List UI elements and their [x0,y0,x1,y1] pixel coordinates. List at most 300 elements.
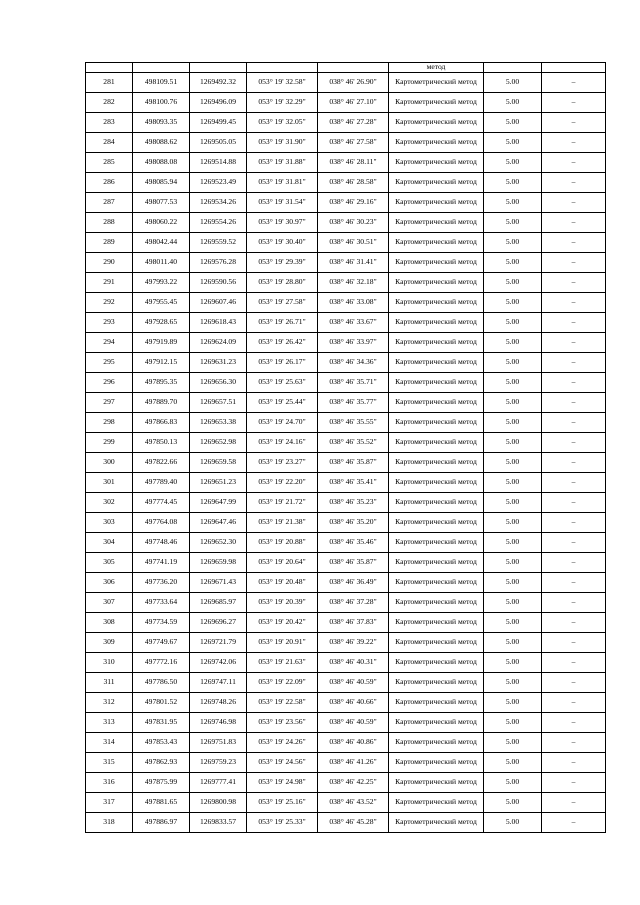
cell-x: 497862.93 [133,752,190,772]
cell-latitude: 053° 19' 25.63" [247,372,318,392]
cell-y: 1269607.46 [190,292,247,312]
cell-method: Картометрический метод [389,612,484,632]
cell-point-number: 308 [86,612,133,632]
cell-latitude: 053° 19' 31.90" [247,132,318,152]
cell-y: 1269590.56 [190,272,247,292]
cell-y: 1269554.26 [190,212,247,232]
table-row [86,452,606,472]
cell-x: 498093.35 [133,112,190,132]
cell-y: 1269652.30 [190,532,247,552]
cell-point-number: 305 [86,552,133,572]
cell-y: 1269685.97 [190,592,247,612]
cell-description: – [542,512,606,532]
table-row [86,492,606,512]
cell-description: – [542,272,606,292]
cell-x: 497736.20 [133,572,190,592]
cell-longitude: 038° 46' 30.51" [318,232,389,252]
cell-longitude: 038° 46' 35.41" [318,472,389,492]
cell-description: – [542,752,606,772]
cell-method: Картометрический метод [389,512,484,532]
cell-y: 1269624.09 [190,332,247,352]
cell-y: 1269759.23 [190,752,247,772]
cell-latitude: 053° 19' 22.58" [247,692,318,712]
cell-description: – [542,532,606,552]
cell-accuracy: 5.00 [484,552,542,572]
cell-point-number: 288 [86,212,133,232]
cell-method: Картометрический метод [389,732,484,752]
table-row [86,772,606,792]
cell-latitude: 053° 19' 20.91" [247,632,318,652]
cell-empty [484,63,542,73]
cell-method: Картометрический метод [389,92,484,112]
table-row [86,412,606,432]
cell-accuracy: 5.00 [484,572,542,592]
cell-accuracy: 5.00 [484,292,542,312]
cell-longitude: 038° 46' 35.55" [318,412,389,432]
cell-method: Картометрический метод [389,692,484,712]
cell-longitude: 038° 46' 35.23" [318,492,389,512]
cell-accuracy: 5.00 [484,632,542,652]
cell-point-number: 302 [86,492,133,512]
table-row [86,652,606,672]
cell-method: Картометрический метод [389,132,484,152]
cell-x: 497919.89 [133,332,190,352]
cell-accuracy: 5.00 [484,112,542,132]
cell-longitude: 038° 46' 40.31" [318,652,389,672]
cell-description: – [542,772,606,792]
cell-longitude: 038° 46' 30.23" [318,212,389,232]
cell-y: 1269559.52 [190,232,247,252]
cell-latitude: 053° 19' 24.70" [247,412,318,432]
cell-description: – [542,172,606,192]
table-row [86,172,606,192]
cell-point-number: 291 [86,272,133,292]
cell-accuracy: 5.00 [484,772,542,792]
cell-longitude: 038° 46' 37.28" [318,592,389,612]
cell-latitude: 053° 19' 20.64" [247,552,318,572]
cell-description: – [542,372,606,392]
cell-y: 1269618.43 [190,312,247,332]
cell-latitude: 053° 19' 26.71" [247,312,318,332]
cell-description: – [542,572,606,592]
cell-accuracy: 5.00 [484,472,542,492]
cell-description: – [542,612,606,632]
cell-x: 497748.46 [133,532,190,552]
cell-x: 497853.43 [133,732,190,752]
cell-point-number: 307 [86,592,133,612]
cell-latitude: 053° 19' 27.58" [247,292,318,312]
table-row [86,112,606,132]
cell-method: Картометрический метод [389,712,484,732]
cell-accuracy: 5.00 [484,812,542,832]
table-row [86,332,606,352]
cell-x: 497822.66 [133,452,190,472]
cell-accuracy: 5.00 [484,592,542,612]
cell-longitude: 038° 46' 26.90" [318,72,389,92]
cell-empty [318,63,389,73]
cell-longitude: 038° 46' 35.46" [318,532,389,552]
cell-y: 1269496.09 [190,92,247,112]
cell-latitude: 053° 19' 24.56" [247,752,318,772]
cell-x: 497764.08 [133,512,190,532]
cell-x: 497889.70 [133,392,190,412]
cell-longitude: 038° 46' 36.49" [318,572,389,592]
cell-latitude: 053° 19' 31.81" [247,172,318,192]
cell-accuracy: 5.00 [484,492,542,512]
cell-description: – [542,152,606,172]
cell-point-number: 281 [86,72,133,92]
cell-point-number: 290 [86,252,133,272]
cell-latitude: 053° 19' 24.16" [247,432,318,452]
cell-accuracy: 5.00 [484,352,542,372]
cell-longitude: 038° 46' 43.52" [318,792,389,812]
cell-latitude: 053° 19' 31.54" [247,192,318,212]
cell-y: 1269659.98 [190,552,247,572]
cell-description: – [542,72,606,92]
table-row [86,572,606,592]
cell-point-number: 285 [86,152,133,172]
cell-y: 1269647.99 [190,492,247,512]
cell-latitude: 053° 19' 20.48" [247,572,318,592]
cell-method: Картометрический метод [389,392,484,412]
cell-accuracy: 5.00 [484,532,542,552]
cell-method: Картометрический метод [389,572,484,592]
cell-method: Картометрический метод [389,532,484,552]
cell-x: 498077.53 [133,192,190,212]
cell-x: 497912.15 [133,352,190,372]
cell-accuracy: 5.00 [484,172,542,192]
cell-method: Картометрический метод [389,772,484,792]
cell-latitude: 053° 19' 31.88" [247,152,318,172]
cell-longitude: 038° 46' 45.28" [318,812,389,832]
cell-latitude: 053° 19' 29.39" [247,252,318,272]
table-row [86,352,606,372]
cell-method: Картометрический метод [389,432,484,452]
table-row [86,272,606,292]
table-row [86,252,606,272]
cell-x: 497928.65 [133,312,190,332]
cell-method: Картометрический метод [389,212,484,232]
cell-method: Картометрический метод [389,252,484,272]
cell-description: – [542,472,606,492]
cell-latitude: 053° 19' 28.80" [247,272,318,292]
cell-longitude: 038° 46' 33.08" [318,292,389,312]
cell-point-number: 306 [86,572,133,592]
cell-accuracy: 5.00 [484,72,542,92]
cell-x: 497831.95 [133,712,190,732]
cell-accuracy: 5.00 [484,672,542,692]
cell-x: 497786.50 [133,672,190,692]
cell-longitude: 038° 46' 27.58" [318,132,389,152]
cell-point-number: 315 [86,752,133,772]
cell-x: 498042.44 [133,232,190,252]
table-row [86,752,606,772]
cell-longitude: 038° 46' 41.26" [318,752,389,772]
cell-x: 497875.99 [133,772,190,792]
cell-x: 497801.52 [133,692,190,712]
cell-accuracy: 5.00 [484,212,542,232]
cell-x: 497850.13 [133,432,190,452]
cell-x: 497881.65 [133,792,190,812]
cell-longitude: 038° 46' 27.10" [318,92,389,112]
cell-accuracy: 5.00 [484,792,542,812]
cell-method: Картометрический метод [389,292,484,312]
cell-accuracy: 5.00 [484,392,542,412]
cell-point-number: 298 [86,412,133,432]
table-row [86,812,606,832]
cell-longitude: 038° 46' 31.41" [318,252,389,272]
cell-longitude: 038° 46' 27.28" [318,112,389,132]
cell-latitude: 053° 19' 32.29" [247,92,318,112]
cell-accuracy: 5.00 [484,612,542,632]
table-row [86,232,606,252]
cell-method: Картометрический метод [389,352,484,372]
cell-accuracy: 5.00 [484,312,542,332]
cell-method: Картометрический метод [389,312,484,332]
cell-point-number: 311 [86,672,133,692]
cell-y: 1269696.27 [190,612,247,632]
cell-y: 1269492.32 [190,72,247,92]
cell-point-number: 293 [86,312,133,332]
cell-point-number: 284 [86,132,133,152]
cell-y: 1269647.46 [190,512,247,532]
cell-x: 498109.51 [133,72,190,92]
cell-x: 498100.76 [133,92,190,112]
cell-longitude: 038° 46' 39.22" [318,632,389,652]
cell-description: – [542,192,606,212]
cell-y: 1269742.06 [190,652,247,672]
cell-latitude: 053° 19' 20.39" [247,592,318,612]
cell-x: 497955.45 [133,292,190,312]
cell-accuracy: 5.00 [484,132,542,152]
cell-point-number: 309 [86,632,133,652]
cell-longitude: 038° 46' 42.25" [318,772,389,792]
table-row [86,792,606,812]
cell-y: 1269514.88 [190,152,247,172]
cell-description: – [542,132,606,152]
cell-latitude: 053° 19' 20.88" [247,532,318,552]
cell-accuracy: 5.00 [484,192,542,212]
cell-longitude: 038° 46' 35.20" [318,512,389,532]
cell-method: Картометрический метод [389,272,484,292]
cell-y: 1269746.98 [190,712,247,732]
cell-y: 1269523.49 [190,172,247,192]
cell-latitude: 053° 19' 24.26" [247,732,318,752]
cell-method: Картометрический метод [389,112,484,132]
cell-method: Картометрический метод [389,792,484,812]
cell-description: – [542,432,606,452]
cell-y: 1269659.58 [190,452,247,472]
cell-latitude: 053° 19' 32.05" [247,112,318,132]
cell-y: 1269651.23 [190,472,247,492]
cell-point-number: 300 [86,452,133,472]
table-row [86,372,606,392]
cell-method: Картометрический метод [389,812,484,832]
cell-y: 1269652.98 [190,432,247,452]
cell-point-number: 317 [86,792,133,812]
cell-accuracy: 5.00 [484,652,542,672]
cell-method: Картометрический метод [389,652,484,672]
cell-point-number: 292 [86,292,133,312]
cell-method: Картометрический метод [389,452,484,472]
cell-empty [133,63,190,73]
cell-x: 497895.35 [133,372,190,392]
cell-description: – [542,412,606,432]
cell-x: 497866.83 [133,412,190,432]
cell-description: – [542,312,606,332]
cell-x: 497734.59 [133,612,190,632]
cell-longitude: 038° 46' 35.77" [318,392,389,412]
cell-accuracy: 5.00 [484,372,542,392]
cell-y: 1269631.23 [190,352,247,372]
cell-latitude: 053° 19' 24.98" [247,772,318,792]
cell-empty [542,63,606,73]
cell-x: 497749.67 [133,632,190,652]
cell-empty [190,63,247,73]
cell-accuracy: 5.00 [484,512,542,532]
table-row [86,472,606,492]
cell-x: 498085.94 [133,172,190,192]
table-row [86,72,606,92]
cell-accuracy: 5.00 [484,452,542,472]
cell-latitude: 053° 19' 22.09" [247,672,318,692]
cell-method: Картометрический метод [389,672,484,692]
table-row [86,292,606,312]
cell-method: Картометрический метод [389,232,484,252]
cell-description: – [542,492,606,512]
cell-point-number: 310 [86,652,133,672]
cell-x: 498088.08 [133,152,190,172]
cell-longitude: 038° 46' 28.58" [318,172,389,192]
cell-latitude: 053° 19' 25.16" [247,792,318,812]
cell-x: 497886.97 [133,812,190,832]
cell-description: – [542,592,606,612]
cell-longitude: 038° 46' 29.16" [318,192,389,212]
cell-accuracy: 5.00 [484,92,542,112]
table-row [86,392,606,412]
cell-point-number: 283 [86,112,133,132]
cell-method: Картометрический метод [389,332,484,352]
cell-accuracy: 5.00 [484,712,542,732]
cell-method: Картометрический метод [389,172,484,192]
cell-x: 497789.40 [133,472,190,492]
table-row [86,552,606,572]
table-row [86,92,606,112]
cell-x: 498088.62 [133,132,190,152]
cell-method: Картометрический метод [389,552,484,572]
cell-y: 1269671.43 [190,572,247,592]
cell-method: Картометрический метод [389,632,484,652]
table-row [86,192,606,212]
cell-description: – [542,732,606,752]
cell-latitude: 053° 19' 22.20" [247,472,318,492]
table-row [86,532,606,552]
cell-longitude: 038° 46' 33.97" [318,332,389,352]
cell-description: – [542,552,606,572]
cell-y: 1269833.57 [190,812,247,832]
cell-y: 1269576.28 [190,252,247,272]
table-row [86,432,606,452]
cell-description: – [542,712,606,732]
cell-point-number: 318 [86,812,133,832]
cell-longitude: 038° 46' 32.18" [318,272,389,292]
cell-description: – [542,112,606,132]
cell-longitude: 038° 46' 35.52" [318,432,389,452]
table-row [86,512,606,532]
cell-description: – [542,292,606,312]
cell-description: – [542,812,606,832]
cell-point-number: 316 [86,772,133,792]
cell-longitude: 038° 46' 40.59" [318,672,389,692]
cell-accuracy: 5.00 [484,752,542,772]
table-row [86,592,606,612]
cell-accuracy: 5.00 [484,232,542,252]
cell-description: – [542,452,606,472]
cell-point-number: 297 [86,392,133,412]
cell-accuracy: 5.00 [484,432,542,452]
cell-y: 1269505.05 [190,132,247,152]
cell-method: Картометрический метод [389,752,484,772]
cell-x: 498011.40 [133,252,190,272]
cell-x: 497772.16 [133,652,190,672]
cell-x: 497774.45 [133,492,190,512]
table-row [86,732,606,752]
cell-y: 1269653.38 [190,412,247,432]
cell-latitude: 053° 19' 21.72" [247,492,318,512]
cell-accuracy: 5.00 [484,152,542,172]
cell-point-number: 301 [86,472,133,492]
cell-description: – [542,332,606,352]
cell-latitude: 053° 19' 21.38" [247,512,318,532]
cell-description: – [542,632,606,652]
cell-point-number: 313 [86,712,133,732]
cell-point-number: 312 [86,692,133,712]
cell-longitude: 038° 46' 40.66" [318,692,389,712]
cell-latitude: 053° 19' 21.63" [247,652,318,672]
cell-longitude: 038° 46' 34.36" [318,352,389,372]
cell-description: – [542,652,606,672]
cell-method: Картометрический метод [389,372,484,392]
cell-latitude: 053° 19' 23.56" [247,712,318,732]
cell-point-number: 287 [86,192,133,212]
cell-method: Картометрический метод [389,192,484,212]
cell-point-number: 299 [86,432,133,452]
cell-latitude: 053° 19' 25.44" [247,392,318,412]
cell-method: Картометрический метод [389,472,484,492]
table-row [86,632,606,652]
cell-longitude: 038° 46' 35.87" [318,452,389,472]
cell-point-number: 304 [86,532,133,552]
cell-longitude: 038° 46' 35.87" [318,552,389,572]
cell-description: – [542,252,606,272]
table-row [86,712,606,732]
cell-method: Картометрический метод [389,412,484,432]
cell-y: 1269721.79 [190,632,247,652]
cell-longitude: 038° 46' 33.67" [318,312,389,332]
cell-description: – [542,352,606,372]
cell-latitude: 053° 19' 32.58" [247,72,318,92]
cell-longitude: 038° 46' 40.86" [318,732,389,752]
cell-y: 1269748.26 [190,692,247,712]
cell-accuracy: 5.00 [484,252,542,272]
cell-description: – [542,232,606,252]
cell-method: Картометрический метод [389,492,484,512]
cell-method: Картометрический метод [389,152,484,172]
cell-method-continuation: метод [389,63,484,73]
cell-y: 1269499.45 [190,112,247,132]
cell-description: – [542,792,606,812]
cell-latitude: 053° 19' 23.27" [247,452,318,472]
